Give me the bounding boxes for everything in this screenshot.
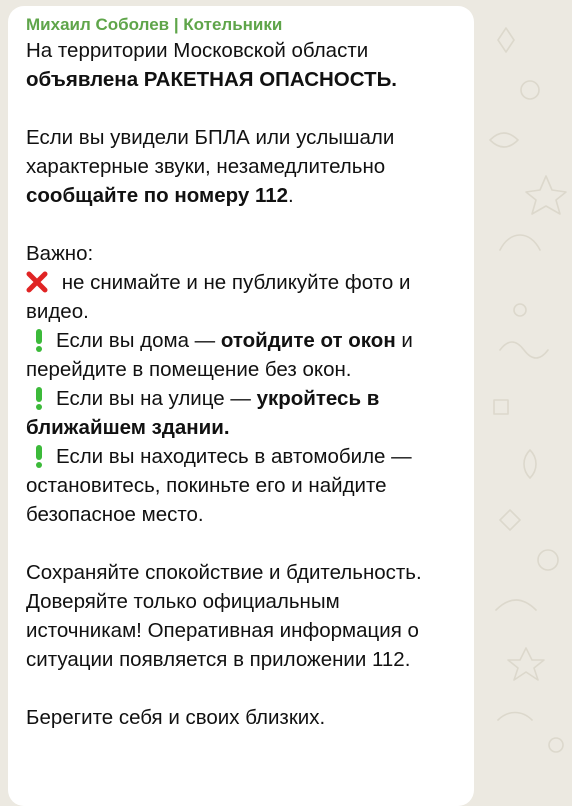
list-item: Если вы дома — отойдите от окон и [26, 326, 460, 355]
text-line: перейдите в помещение без окон. [26, 358, 352, 381]
sender-name[interactable]: Михаил Соболев | Котельники [26, 15, 283, 34]
green-exclamation-icon [34, 328, 44, 352]
paragraph-gap [26, 529, 460, 558]
text-line: Важно: [26, 242, 94, 265]
list-item: не снимайте и не публикуйте фото и [26, 268, 460, 297]
text-line: ситуации появляется в приложении 112. [26, 648, 411, 671]
green-exclamation-icon [34, 386, 44, 410]
list-item: Если вы на улице — укройтесь в [26, 384, 460, 413]
text-line: характерные звуки, незамедлительно [26, 155, 386, 178]
text-line: безопасное место. [26, 503, 204, 526]
text-line: Если вы увидели БПЛА или услышали [26, 126, 395, 149]
text-line: ближайшем здании. [26, 416, 230, 439]
text-line: Берегите себя и своих близких. [26, 706, 326, 729]
message-text [26, 36, 460, 732]
text-line: видео. [26, 300, 89, 323]
text-line: остановитесь, покиньте его и найдите [26, 474, 387, 497]
list-item: Если вы находитесь в автомобиле — [26, 442, 460, 471]
text-line: Доверяйте только официальным [26, 590, 340, 613]
paragraph-gap [26, 674, 460, 703]
text-line: источникам! Оперативная информация о [26, 619, 419, 642]
text-line: На территории Московской области [26, 39, 369, 62]
red-cross-icon [26, 271, 48, 293]
message-bubble[interactable] [8, 6, 474, 806]
green-exclamation-icon [34, 444, 44, 468]
text-line: объявлена РАКЕТНАЯ ОПАСНОСТЬ. [26, 68, 397, 91]
text-line: сообщайте по номеру 112. [26, 184, 294, 207]
paragraph-gap [26, 94, 460, 123]
text-line: Сохраняйте спокойствие и бдительность. [26, 561, 422, 584]
paragraph-gap [26, 210, 460, 239]
